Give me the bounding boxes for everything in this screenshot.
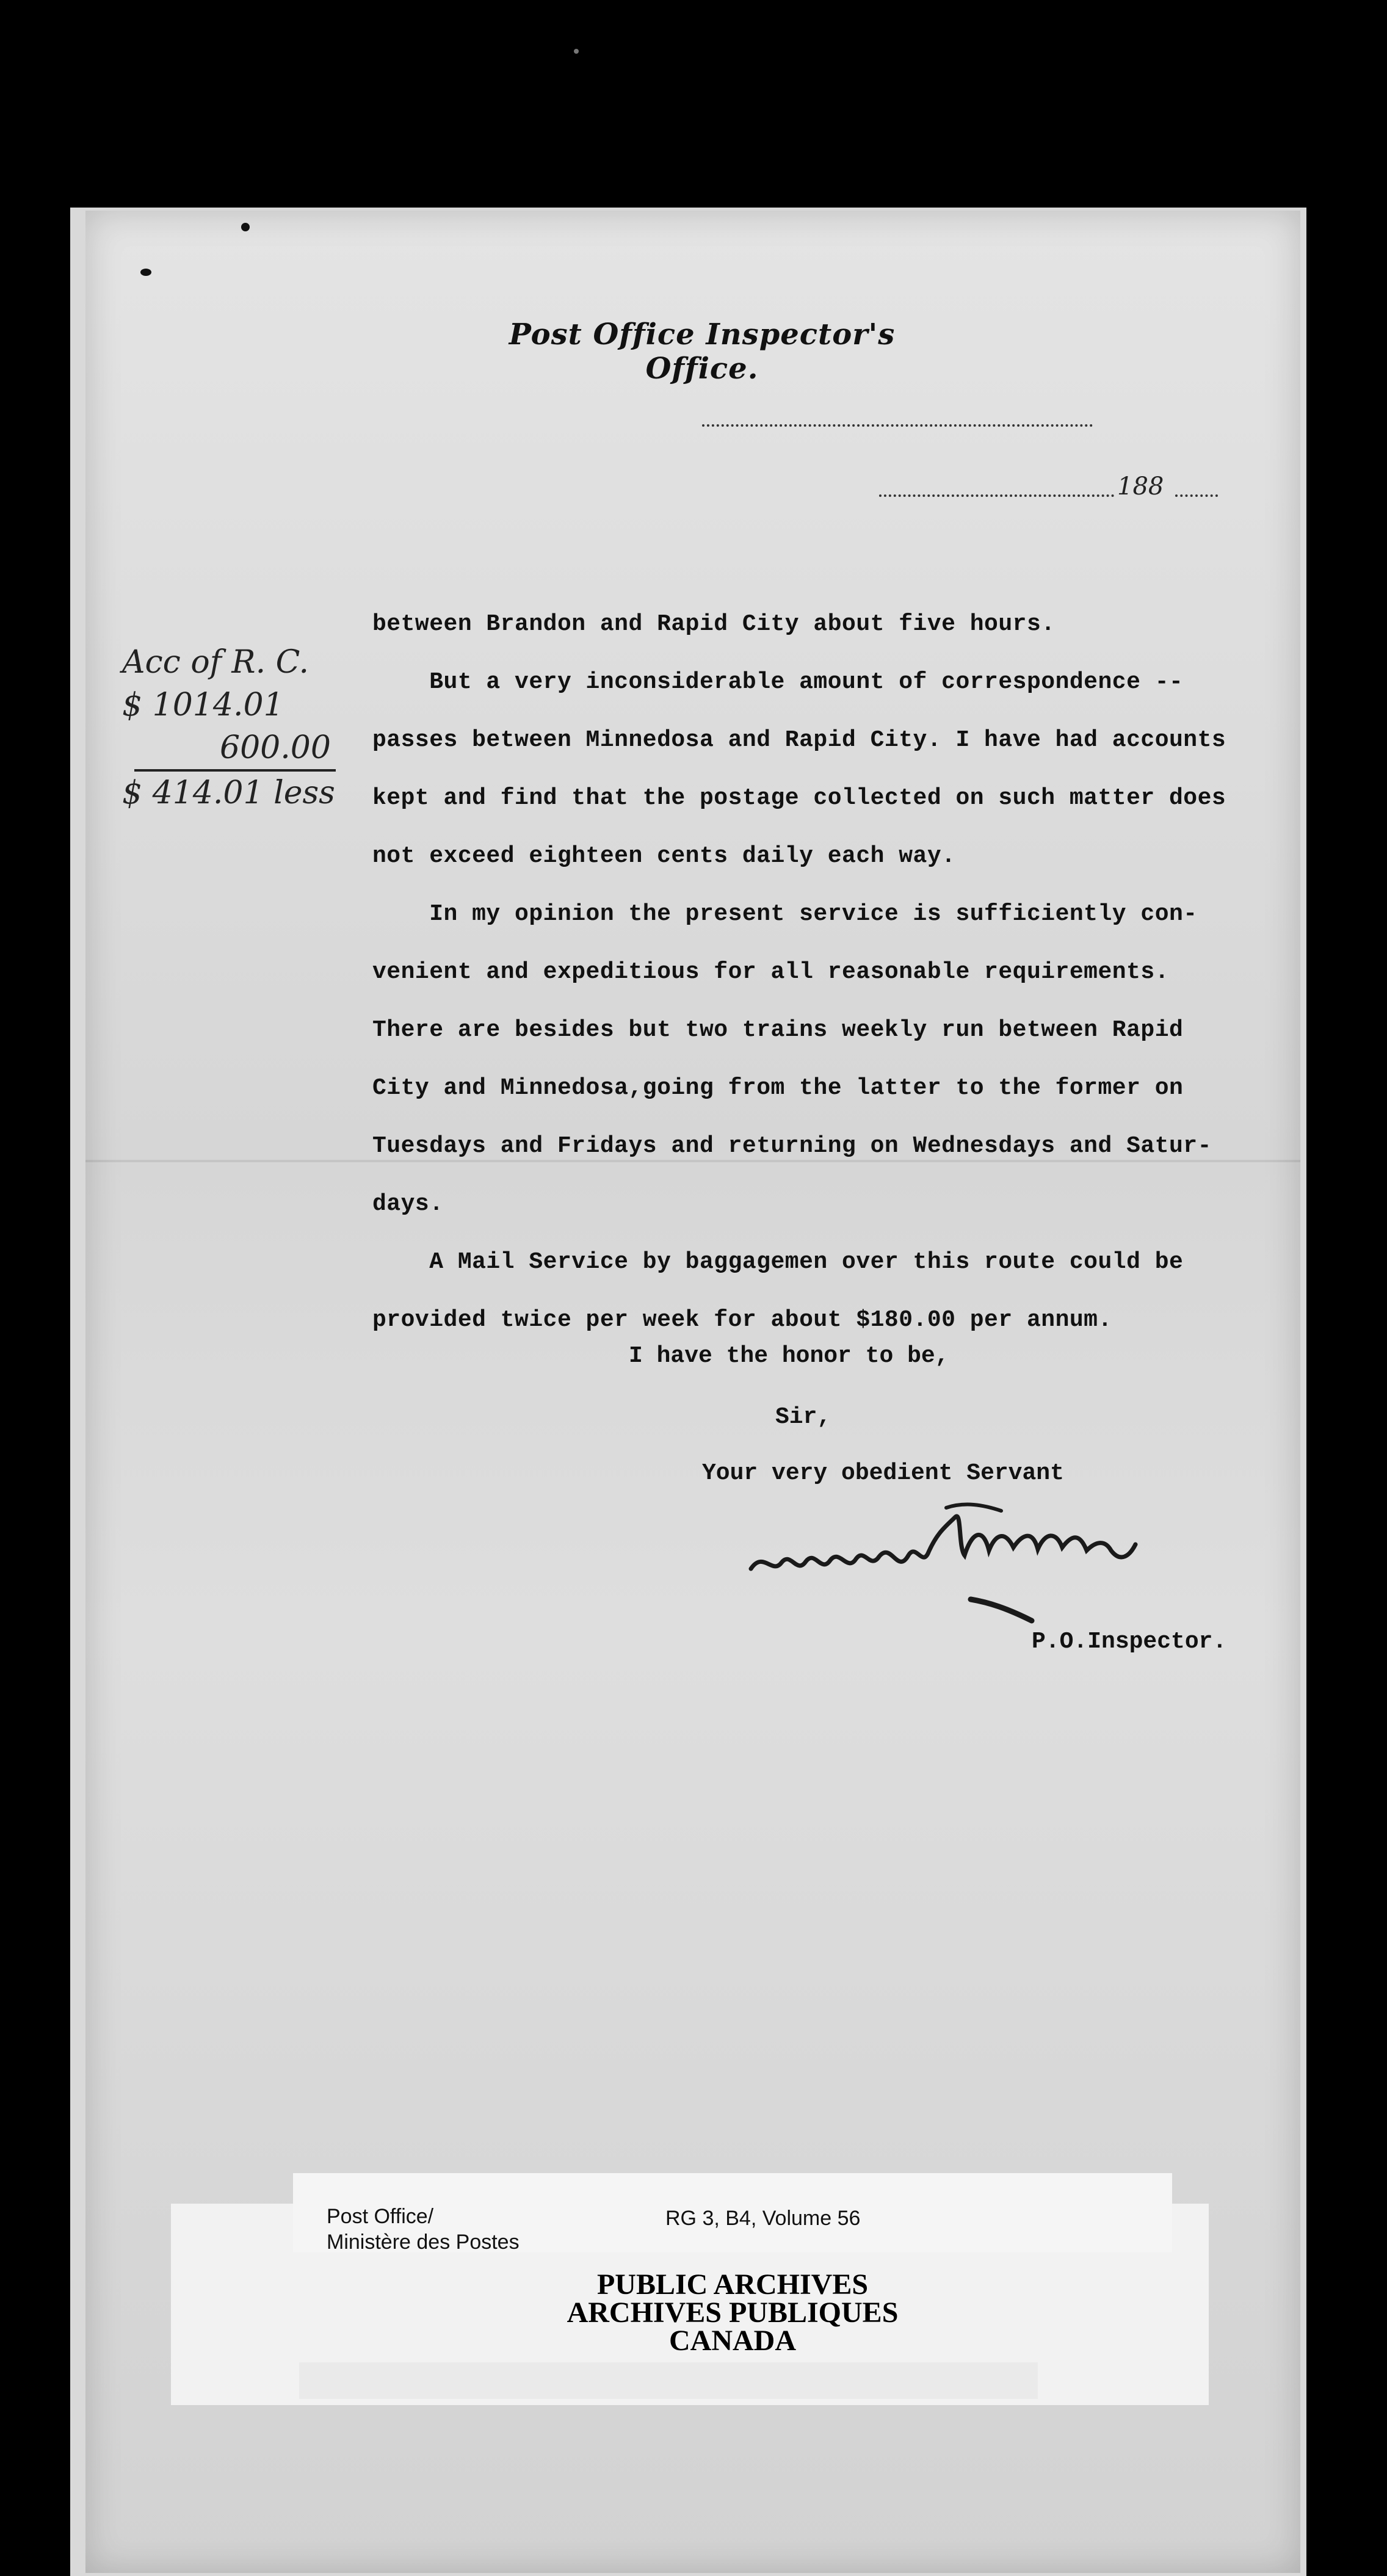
body-line: kept and find that the postage collected on such matter does	[372, 785, 1226, 811]
margin-note-line: 600.00	[220, 729, 331, 766]
body-line: City and Minnedosa,going from the latter to the former on	[372, 1075, 1184, 1101]
date-dotted-line	[879, 494, 1114, 497]
archives-stamp	[293, 2268, 1172, 2357]
date-dotted-line-end	[1175, 494, 1218, 497]
department-line: Post Office/	[327, 2205, 434, 2228]
place-dotted-line	[702, 424, 1093, 427]
body-line: In my opinion the present service is sufficiently con-	[372, 901, 1198, 927]
body-line: A Mail Service by baggagemen over this route could be	[372, 1249, 1184, 1275]
margin-calculation-note	[122, 641, 378, 814]
closing-honor: I have the honor to be,	[629, 1343, 949, 1369]
archive-department	[327, 2204, 520, 2255]
archives-line: PUBLIC ARCHIVES	[596, 2268, 869, 2301]
closing-title: P.O.Inspector.	[1032, 1629, 1227, 1655]
archive-label-footer	[299, 2362, 1038, 2399]
date-field	[879, 470, 1218, 501]
department-line: Ministère des Postes	[327, 2230, 520, 2254]
date-year-suffix: 188	[1117, 472, 1164, 501]
body-line: Tuesdays and Fridays and returning on Wednesdays and Satur-	[372, 1133, 1212, 1159]
archive-reference: RG 3, B4, Volume 56	[665, 2207, 861, 2230]
letter-body	[372, 595, 1258, 1349]
body-line: But a very inconsiderable amount of correspondence --	[372, 669, 1184, 695]
archives-line: ARCHIVES PUBLIQUES	[567, 2296, 899, 2329]
closing-salutation: Sir,	[775, 1404, 831, 1430]
body-line: days.	[372, 1191, 444, 1217]
dust-speck	[574, 49, 579, 54]
margin-note-line: $ 1014.01	[122, 687, 284, 723]
letterhead-title: Post Office Inspector's Office.	[509, 317, 896, 386]
archives-line: CANADA	[669, 2325, 796, 2357]
closing-servant: Your very obedient Servant	[702, 1460, 1064, 1486]
body-line: venient and expeditious for all reasonable requirements.	[372, 959, 1170, 985]
body-line: passes between Minnedosa and Rapid City. I have had accounts	[372, 727, 1226, 753]
body-line: not exceed eighteen cents daily each way.	[372, 843, 956, 869]
body-line: There are besides but two trains weekly run between Rapid	[372, 1017, 1184, 1043]
ink-speck	[140, 269, 151, 276]
ink-speck	[241, 223, 250, 231]
handwritten-signature	[745, 1489, 1209, 1630]
margin-note-line: $ 414.01 less	[122, 775, 335, 811]
body-line: provided twice per week for about $180.00 per annum.	[372, 1307, 1112, 1333]
body-line: between Brandon and Rapid City about five hours.	[372, 611, 1056, 637]
margin-note-line: Acc of R. C.	[122, 644, 310, 681]
